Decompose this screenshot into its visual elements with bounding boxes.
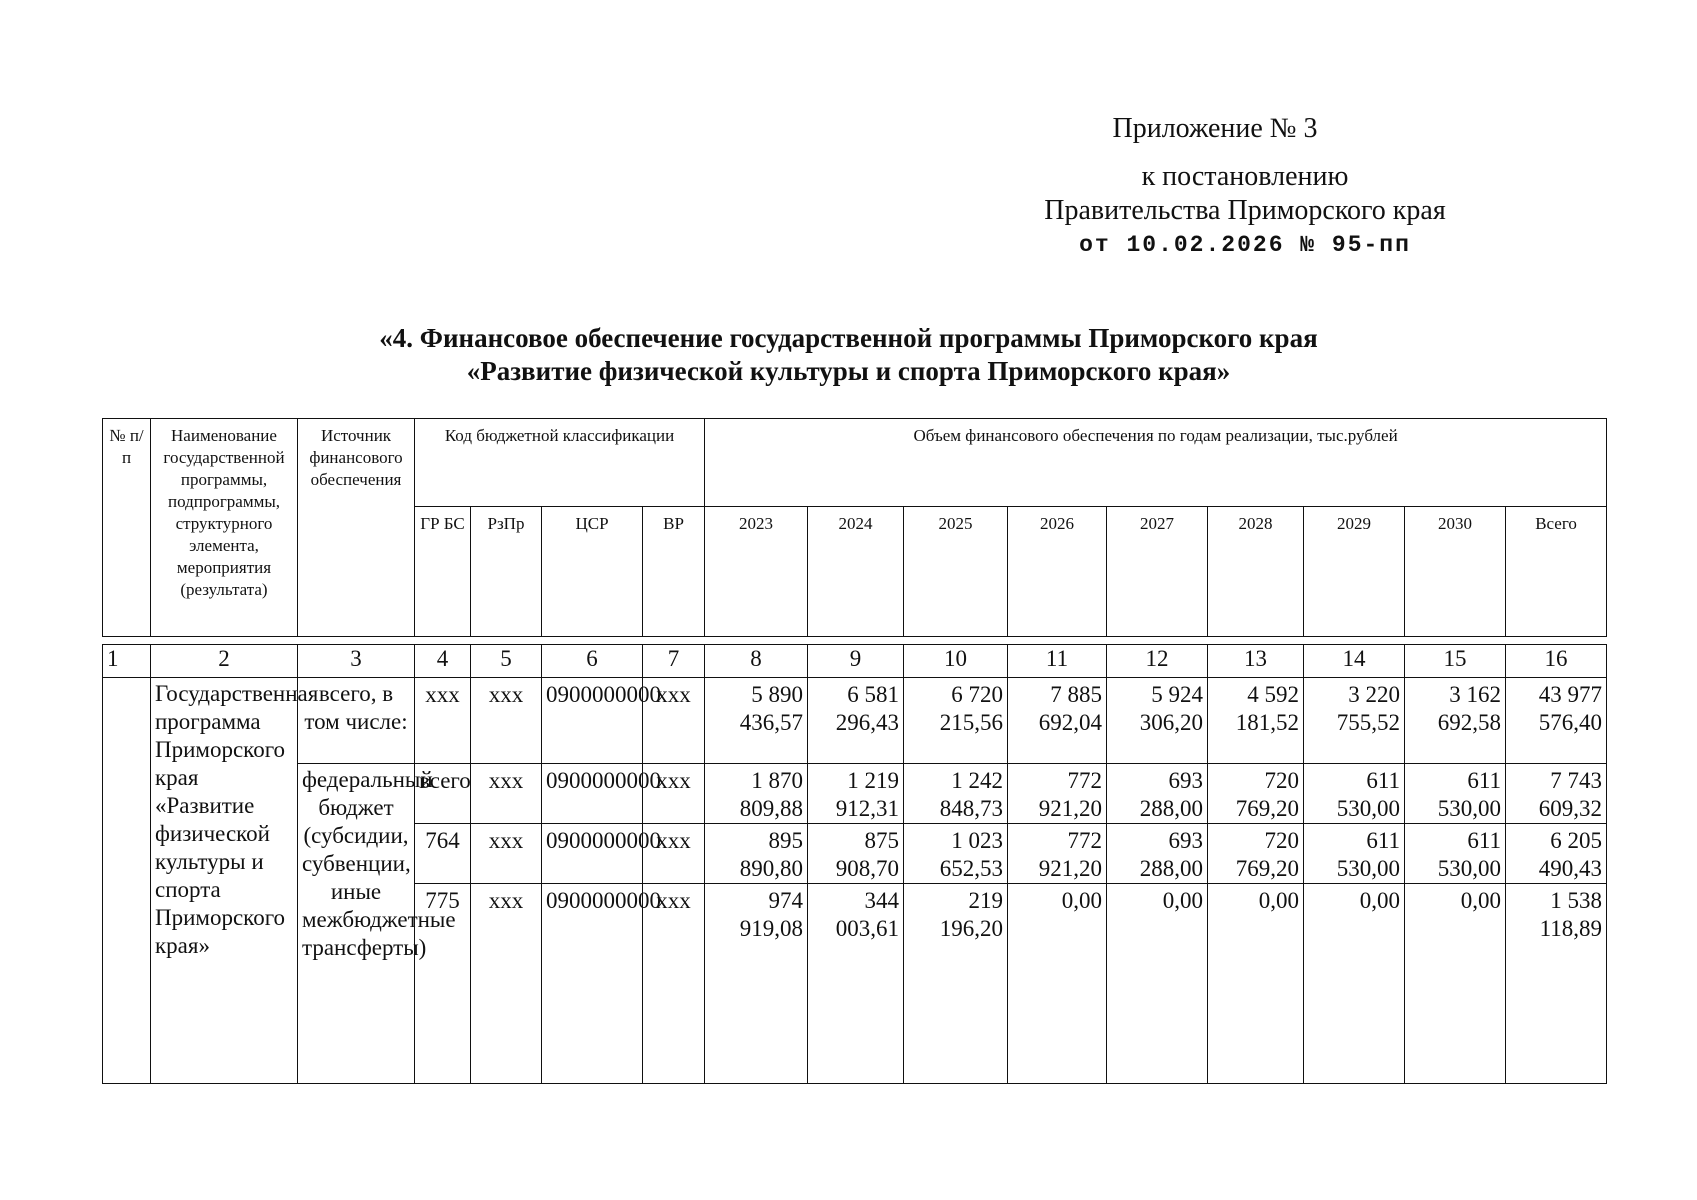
value-cell: 5 924 306,20 (1107, 678, 1208, 764)
csr-cell: 0900000000 (542, 824, 643, 884)
total-cell: 7 743 609,32 (1506, 764, 1607, 824)
program-name: Государственная программа Приморского края «Развитие физической культуры и спорта Приморского края» (151, 678, 298, 1084)
col-number: 13 (1208, 645, 1304, 678)
value-cell: 720 769,20 (1208, 824, 1304, 884)
head-year: 2025 (904, 507, 1008, 637)
value-cell: 7 885 692,04 (1008, 678, 1107, 764)
value-cell: 5 890 436,57 (705, 678, 808, 764)
col-number: 14 (1304, 645, 1405, 678)
table-header (102, 418, 1607, 637)
head-year: 2026 (1008, 507, 1107, 637)
head-year: 2029 (1304, 507, 1405, 637)
grbs-cell: 775 (415, 884, 471, 1084)
head-grbs: ГР БС (415, 507, 471, 637)
value-cell: 3 220 755,52 (1304, 678, 1405, 764)
head-vr: ВР (643, 507, 705, 637)
value-cell: 1 242 848,73 (904, 764, 1008, 824)
value-cell: 0,00 (1008, 884, 1107, 1084)
col-number: 8 (705, 645, 808, 678)
csr-cell: 0900000000 (542, 884, 643, 1084)
head-volume-group: Объем финансового обеспечения по годам реализации, тыс.рублей (705, 419, 1607, 507)
value-cell: 1 870 809,88 (705, 764, 808, 824)
government-name: Правительства Приморского края (1044, 195, 1446, 226)
table-body (102, 644, 1607, 1084)
col-number: 4 (415, 645, 471, 678)
head-rzpr: РзПр (471, 507, 542, 637)
vr-cell: ххх (643, 764, 705, 824)
rzpr-cell: ххх (471, 884, 542, 1084)
value-cell: 772 921,20 (1008, 824, 1107, 884)
page-title (0, 322, 1697, 388)
head-code-group: Код бюджетной классификации (415, 419, 705, 507)
col-number: 6 (542, 645, 643, 678)
value-cell: 693 288,00 (1107, 824, 1208, 884)
value-cell: 772 921,20 (1008, 764, 1107, 824)
col-number: 11 (1008, 645, 1107, 678)
col-number: 16 (1506, 645, 1607, 678)
column-number-row (103, 645, 1607, 678)
source-federal: федеральный бюджет (субсидии, субвенции, иные межбюджетные трансферты) (298, 764, 415, 1084)
value-cell: 0,00 (1107, 884, 1208, 1084)
value-cell: 0,00 (1208, 884, 1304, 1084)
value-cell: 219 196,20 (904, 884, 1008, 1084)
col-number: 12 (1107, 645, 1208, 678)
total-cell: 6 205 490,43 (1506, 824, 1607, 884)
col-number: 15 (1405, 645, 1506, 678)
source-total: всего, в том числе: (298, 678, 415, 764)
value-cell: 6 720 215,56 (904, 678, 1008, 764)
value-cell: 0,00 (1405, 884, 1506, 1084)
rzpr-cell: ххх (471, 678, 542, 764)
head-year: 2023 (705, 507, 808, 637)
head-year: 2030 (1405, 507, 1506, 637)
col-number: 1 (103, 645, 151, 678)
head-year: 2028 (1208, 507, 1304, 637)
value-cell: 720 769,20 (1208, 764, 1304, 824)
value-cell: 0,00 (1304, 884, 1405, 1084)
vr-cell: ххх (643, 824, 705, 884)
attachment-header (1030, 112, 1460, 262)
value-cell: 6 581 296,43 (808, 678, 904, 764)
to-resolution: к постановлению (1141, 161, 1349, 192)
rzpr-cell: ххх (471, 764, 542, 824)
col-number: 3 (298, 645, 415, 678)
resolution-date-number: от 10.02.2026 № 95-пп (1079, 232, 1411, 258)
title-line-2: «Развитие физической культуры и спорта Приморского края» (466, 356, 1231, 386)
title-line-1: «4. Финансовое обеспечение государственной программы Приморского края (379, 323, 1318, 353)
head-year: 2024 (808, 507, 904, 637)
value-cell: 1 023 652,53 (904, 824, 1008, 884)
value-cell: 611 530,00 (1405, 764, 1506, 824)
col-number: 10 (904, 645, 1008, 678)
col-number: 9 (808, 645, 904, 678)
row-index (103, 678, 151, 1084)
col-number: 5 (471, 645, 542, 678)
value-cell: 611 530,00 (1304, 824, 1405, 884)
rzpr-cell: ххх (471, 824, 542, 884)
vr-cell: ххх (643, 678, 705, 764)
head-source: Источник финансового обеспечения (298, 419, 415, 637)
csr-cell: 0900000000 (542, 678, 643, 764)
head-total: Всего (1506, 507, 1607, 637)
col-number: 2 (151, 645, 298, 678)
value-cell: 611 530,00 (1405, 824, 1506, 884)
grbs-cell: ххх (415, 678, 471, 764)
grbs-cell: всего (415, 764, 471, 824)
head-year: 2027 (1107, 507, 1208, 637)
value-cell: 693 288,00 (1107, 764, 1208, 824)
value-cell: 4 592 181,52 (1208, 678, 1304, 764)
head-csr: ЦСР (542, 507, 643, 637)
value-cell: 1 219 912,31 (808, 764, 904, 824)
value-cell: 611 530,00 (1304, 764, 1405, 824)
value-cell: 895 890,80 (705, 824, 808, 884)
head-name: Наименование государственной программы, подпрограммы, структурного элемента, мероприятия (результата) (151, 419, 298, 637)
value-cell: 974 919,08 (705, 884, 808, 1084)
value-cell: 3 162 692,58 (1405, 678, 1506, 764)
appendix-number: Приложение № 3 (1112, 113, 1318, 144)
csr-cell: 0900000000 (542, 764, 643, 824)
vr-cell: ххх (643, 884, 705, 1084)
head-num: № п/п (103, 419, 151, 637)
value-cell: 344 003,61 (808, 884, 904, 1084)
table-row (103, 764, 1607, 824)
total-cell: 1 538 118,89 (1506, 884, 1607, 1084)
grbs-cell: 764 (415, 824, 471, 884)
value-cell: 875 908,70 (808, 824, 904, 884)
table-row (103, 678, 1607, 764)
total-cell: 43 977 576,40 (1506, 678, 1607, 764)
col-number: 7 (643, 645, 705, 678)
